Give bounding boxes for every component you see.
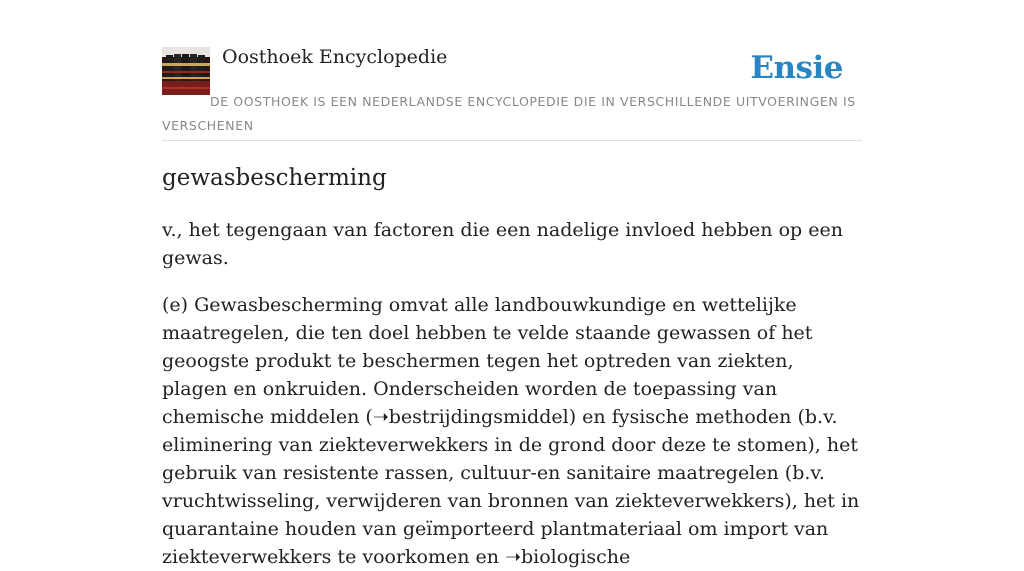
link-biologische[interactable]: ➝biologische (505, 546, 631, 568)
publication-name[interactable]: Oosthoek Encyclopedie (222, 46, 448, 68)
article-definition: v., het tegengaan van factoren die een nadelige invloed hebben op een gewas. (162, 219, 843, 269)
body-text-part2: ) en fysische methoden (b.v. eliminering van ziekteverwekkers in de grond door deze te stomen), het gebruik van resistente rassen, cultuur-en sanitaire maatregelen (b.v. vruchtwisseling, verwijderen van bronnen van ziekteverwekkers), het in quarantaine houden van geïmporteerd plantmateriaal om import van ziekteverwekkers te voorkomen en (162, 406, 860, 568)
article (162, 160, 862, 571)
article-body (162, 291, 862, 571)
brand-logo[interactable]: Ensie (750, 50, 843, 86)
publication-avatar[interactable] (162, 47, 210, 95)
body-text-part1: (e) Gewasbescherming omvat alle landbouwkundige en wettelijke maatregelen, die ten doel hebben te velde staande gewassen of het geoogste produkt te beschermen tegen het optreden van ziekten, plagen en onkruiden. Onderscheiden worden de toepassing van chemische middelen ( (162, 294, 813, 428)
publication-header (162, 46, 862, 141)
article-title: gewasbescherming (162, 165, 387, 191)
publication-description: DE OOSTHOEK IS EEN NEDERLANDSE ENCYCLOPEDIE DIE IN VERSCHILLENDE UITVOERINGEN IS VERSCHENEN (162, 94, 856, 133)
book-spines-icon (162, 47, 210, 95)
link-bestrijdingsmiddel[interactable]: ➝bestrijdingsmiddel (372, 406, 569, 428)
